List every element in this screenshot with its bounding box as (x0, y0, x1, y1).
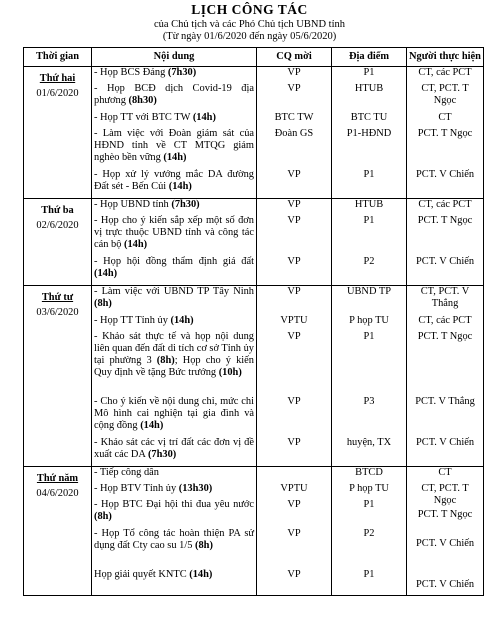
who-cell (407, 286, 484, 467)
location: P họp TU (349, 483, 389, 494)
agenda-item (94, 499, 254, 528)
column-header: Người thực hiện (407, 48, 484, 67)
inviting-agency: VP (287, 67, 301, 78)
agenda-text: - Họp BTC Đại hội thi đua yêu nước (94, 499, 254, 510)
agenda-time: (14h) (94, 268, 118, 279)
inviting-agency: VPTU (280, 315, 308, 326)
agenda-item (94, 286, 254, 315)
location: P3 (363, 396, 375, 407)
participants: PCT. V Chiến (415, 256, 475, 267)
cq-cell (257, 67, 332, 199)
agenda-time: (14h) (163, 152, 187, 163)
agenda-item (94, 215, 254, 256)
agenda-text: - Họp TT với BTC TW (94, 112, 193, 123)
location: P1 (363, 215, 375, 226)
cq-cell (257, 199, 332, 286)
agenda-time: (14h) (192, 112, 216, 123)
day-name: Thứ hai (39, 73, 76, 84)
agenda-item (94, 569, 254, 585)
column-header: Thời gian (24, 48, 92, 67)
agenda-text: - Họp BCĐ dịch Covid-19 địa phương (94, 83, 254, 106)
location: P1 (363, 67, 375, 78)
agenda-item (94, 437, 254, 466)
inviting-agency: VP (287, 169, 301, 180)
participants: PCT. T Ngọc (417, 215, 473, 226)
participants: CT (438, 112, 452, 123)
loc-cell (332, 286, 407, 467)
day-date: 04/6/2020 (36, 488, 79, 499)
agenda-time: (14h) (124, 239, 148, 250)
agenda-text: - Họp BCS Đảng (94, 67, 168, 78)
date-range: (Từ ngày 01/6/2020 đến ngày 05/6/2020) (162, 31, 337, 42)
agenda-time: (7h30) (167, 67, 197, 78)
content-cell (92, 467, 257, 596)
day-name: Thứ ba (41, 205, 74, 216)
day-name: Thứ tư (41, 292, 74, 303)
agenda-time: (14h) (189, 569, 213, 580)
cq-cell (257, 467, 332, 596)
agenda-item (94, 528, 254, 569)
loc-cell (332, 199, 407, 286)
agenda-time: (14h) (170, 315, 194, 326)
agenda-text: - Khảo sát các vị trí đất các đơn vị đề xuất các DA (94, 437, 254, 460)
inviting-agency: VP (287, 437, 301, 448)
agenda-time: (8h) (94, 511, 112, 522)
location: P2 (363, 528, 375, 539)
day-row (24, 67, 484, 199)
inviting-agency: VP (287, 396, 301, 407)
location: P2 (363, 256, 375, 267)
agenda-item (94, 169, 254, 198)
who-cell (407, 67, 484, 199)
participants: PCT. V Chiến (415, 437, 475, 448)
agenda-item (94, 256, 254, 285)
agenda-item (94, 83, 254, 112)
inviting-agency: VP (287, 199, 301, 210)
day-cell (24, 67, 92, 199)
day-row (24, 286, 484, 467)
location: huyện, TX (346, 437, 392, 448)
column-header: CQ mời (257, 48, 332, 67)
agenda-time: (8h) (195, 540, 213, 551)
agenda-time: (8h) (156, 355, 175, 366)
participants: CT, các PCT (418, 315, 472, 326)
agenda-item (94, 315, 254, 331)
agenda-time: (8h) (94, 298, 112, 309)
participants: PCT. V Chiến (415, 169, 475, 180)
agenda-text: - Họp TT Tỉnh ủy (94, 315, 171, 326)
agenda-text: - Tiếp công dân (94, 467, 159, 478)
inviting-agency: VP (287, 286, 301, 297)
day-name: Thứ năm (36, 473, 79, 484)
agenda-item (94, 467, 254, 483)
agenda-text: - Làm việc với Đoàn giám sát của HĐND tỉnh về CT MTQG giảm nghèo bền vững (94, 128, 254, 163)
agenda-item (94, 483, 254, 499)
column-header: Địa điểm (332, 48, 407, 67)
agenda-item (94, 128, 254, 169)
agenda-time: (7h30) (171, 199, 200, 210)
agenda-text: - Khảo sát thực tế và họp nội dung liên quan đến đất di tích cơ sở Tỉnh ủy tại phường 3 (94, 331, 254, 366)
schedule-table (23, 47, 484, 596)
participants: CT, các PCT (418, 67, 472, 78)
inviting-agency: VP (287, 331, 301, 342)
location: BTC TU (350, 112, 388, 123)
day-row (24, 199, 484, 286)
participants: CT, PCT. T Ngọc (421, 83, 469, 106)
content-cell (92, 286, 257, 467)
participants: CT, PCT. V Thắng (420, 286, 470, 309)
inviting-agency: BTC TW (274, 112, 314, 123)
inviting-agency: VP (287, 569, 301, 580)
day-cell (24, 199, 92, 286)
day-date: 02/6/2020 (36, 220, 79, 231)
day-date: 01/6/2020 (36, 88, 79, 99)
agenda-item (94, 112, 254, 128)
agenda-text: - Họp Tổ công tác hoàn thiện PA sử dụng đất Cty cao su 1/5 (94, 528, 254, 551)
loc-cell (332, 467, 407, 596)
participants: PCT. T Ngọc (417, 128, 473, 139)
agenda-item (94, 199, 254, 215)
agenda-text: - Làm việc với UBND TP Tây Ninh (94, 286, 254, 297)
location: BTCD (355, 467, 383, 478)
participants: CT, PCT. T Ngọc (421, 483, 469, 506)
agenda-time: (13h30) (178, 483, 213, 494)
page-subtitle: của Chủ tịch và các Phó Chủ tịch UBND tỉnh (153, 19, 345, 30)
location: P1 (363, 499, 375, 510)
participants: PCT. T Ngọc (417, 331, 473, 342)
inviting-agency: VP (287, 256, 301, 267)
agenda-time: (7h30) (147, 449, 177, 460)
day-cell (24, 467, 92, 596)
who-cell (407, 467, 484, 596)
participants: CT (438, 467, 452, 478)
agenda-text: ; Họp cho ý kiến Quy định về tặng Bức trướng (94, 355, 254, 378)
table-header-row (24, 48, 484, 67)
location: UBND TP (347, 286, 391, 297)
participants: PCT. V Thắng (415, 396, 475, 407)
agenda-text: - Họp BTV Tỉnh ủy (94, 483, 179, 494)
agenda-time: (14h) (140, 420, 164, 431)
day-row (24, 467, 484, 596)
content-cell (92, 199, 257, 286)
inviting-agency: Đoàn GS (274, 128, 314, 139)
participants: PCT. T Ngọc (417, 509, 473, 520)
inviting-agency (259, 467, 329, 483)
day-cell (24, 286, 92, 467)
location: P1 (363, 569, 375, 580)
inviting-agency: VPTU (280, 483, 308, 494)
agenda-time: (10h) (218, 367, 242, 378)
agenda-item (94, 67, 254, 83)
agenda-time: (8h30) (128, 95, 157, 106)
cq-cell (257, 286, 332, 467)
location: P1 (363, 331, 375, 342)
agenda-text: - Họp xử lý vướng mắc DA đường Đất sét - Bến Củi (94, 169, 254, 192)
who-cell (407, 199, 484, 286)
day-date: 03/6/2020 (36, 307, 79, 318)
inviting-agency: VP (287, 499, 301, 510)
agenda-text: - Họp UBND tỉnh (94, 199, 172, 210)
agenda-text: - Họp hội đồng thẩm định giá đất (94, 256, 254, 267)
content-cell (92, 67, 257, 199)
column-header: Nội dung (92, 48, 257, 67)
participants: PCT. V Chiến (415, 579, 475, 590)
agenda-item (94, 331, 254, 396)
page-title: LỊCH CÔNG TÁC (191, 2, 308, 17)
location: P1-HĐND (346, 128, 392, 139)
location: HTUB (354, 83, 384, 94)
agenda-text: - Cho ý kiến về nội dung chi, mức chi Mô hình cai nghiện tại gia đình và cộng đồng (94, 396, 254, 431)
agenda-time: (14h) (168, 181, 192, 192)
location: P1 (363, 169, 375, 180)
location: P họp TU (349, 315, 389, 326)
agenda-text: Họp giải quyết KNTC (94, 569, 190, 580)
inviting-agency: VP (287, 215, 301, 226)
agenda-item (94, 396, 254, 437)
location: HTUB (354, 199, 384, 210)
participants: CT, các PCT (418, 199, 472, 210)
inviting-agency: VP (287, 528, 301, 539)
inviting-agency: VP (287, 83, 301, 94)
participants: PCT. V Chiến (415, 538, 475, 549)
agenda-text: - Họp cho ý kiến sắp xếp một số đơn vị trực thuộc UBND tỉnh và công tác cán bộ (94, 215, 254, 250)
loc-cell (332, 67, 407, 199)
